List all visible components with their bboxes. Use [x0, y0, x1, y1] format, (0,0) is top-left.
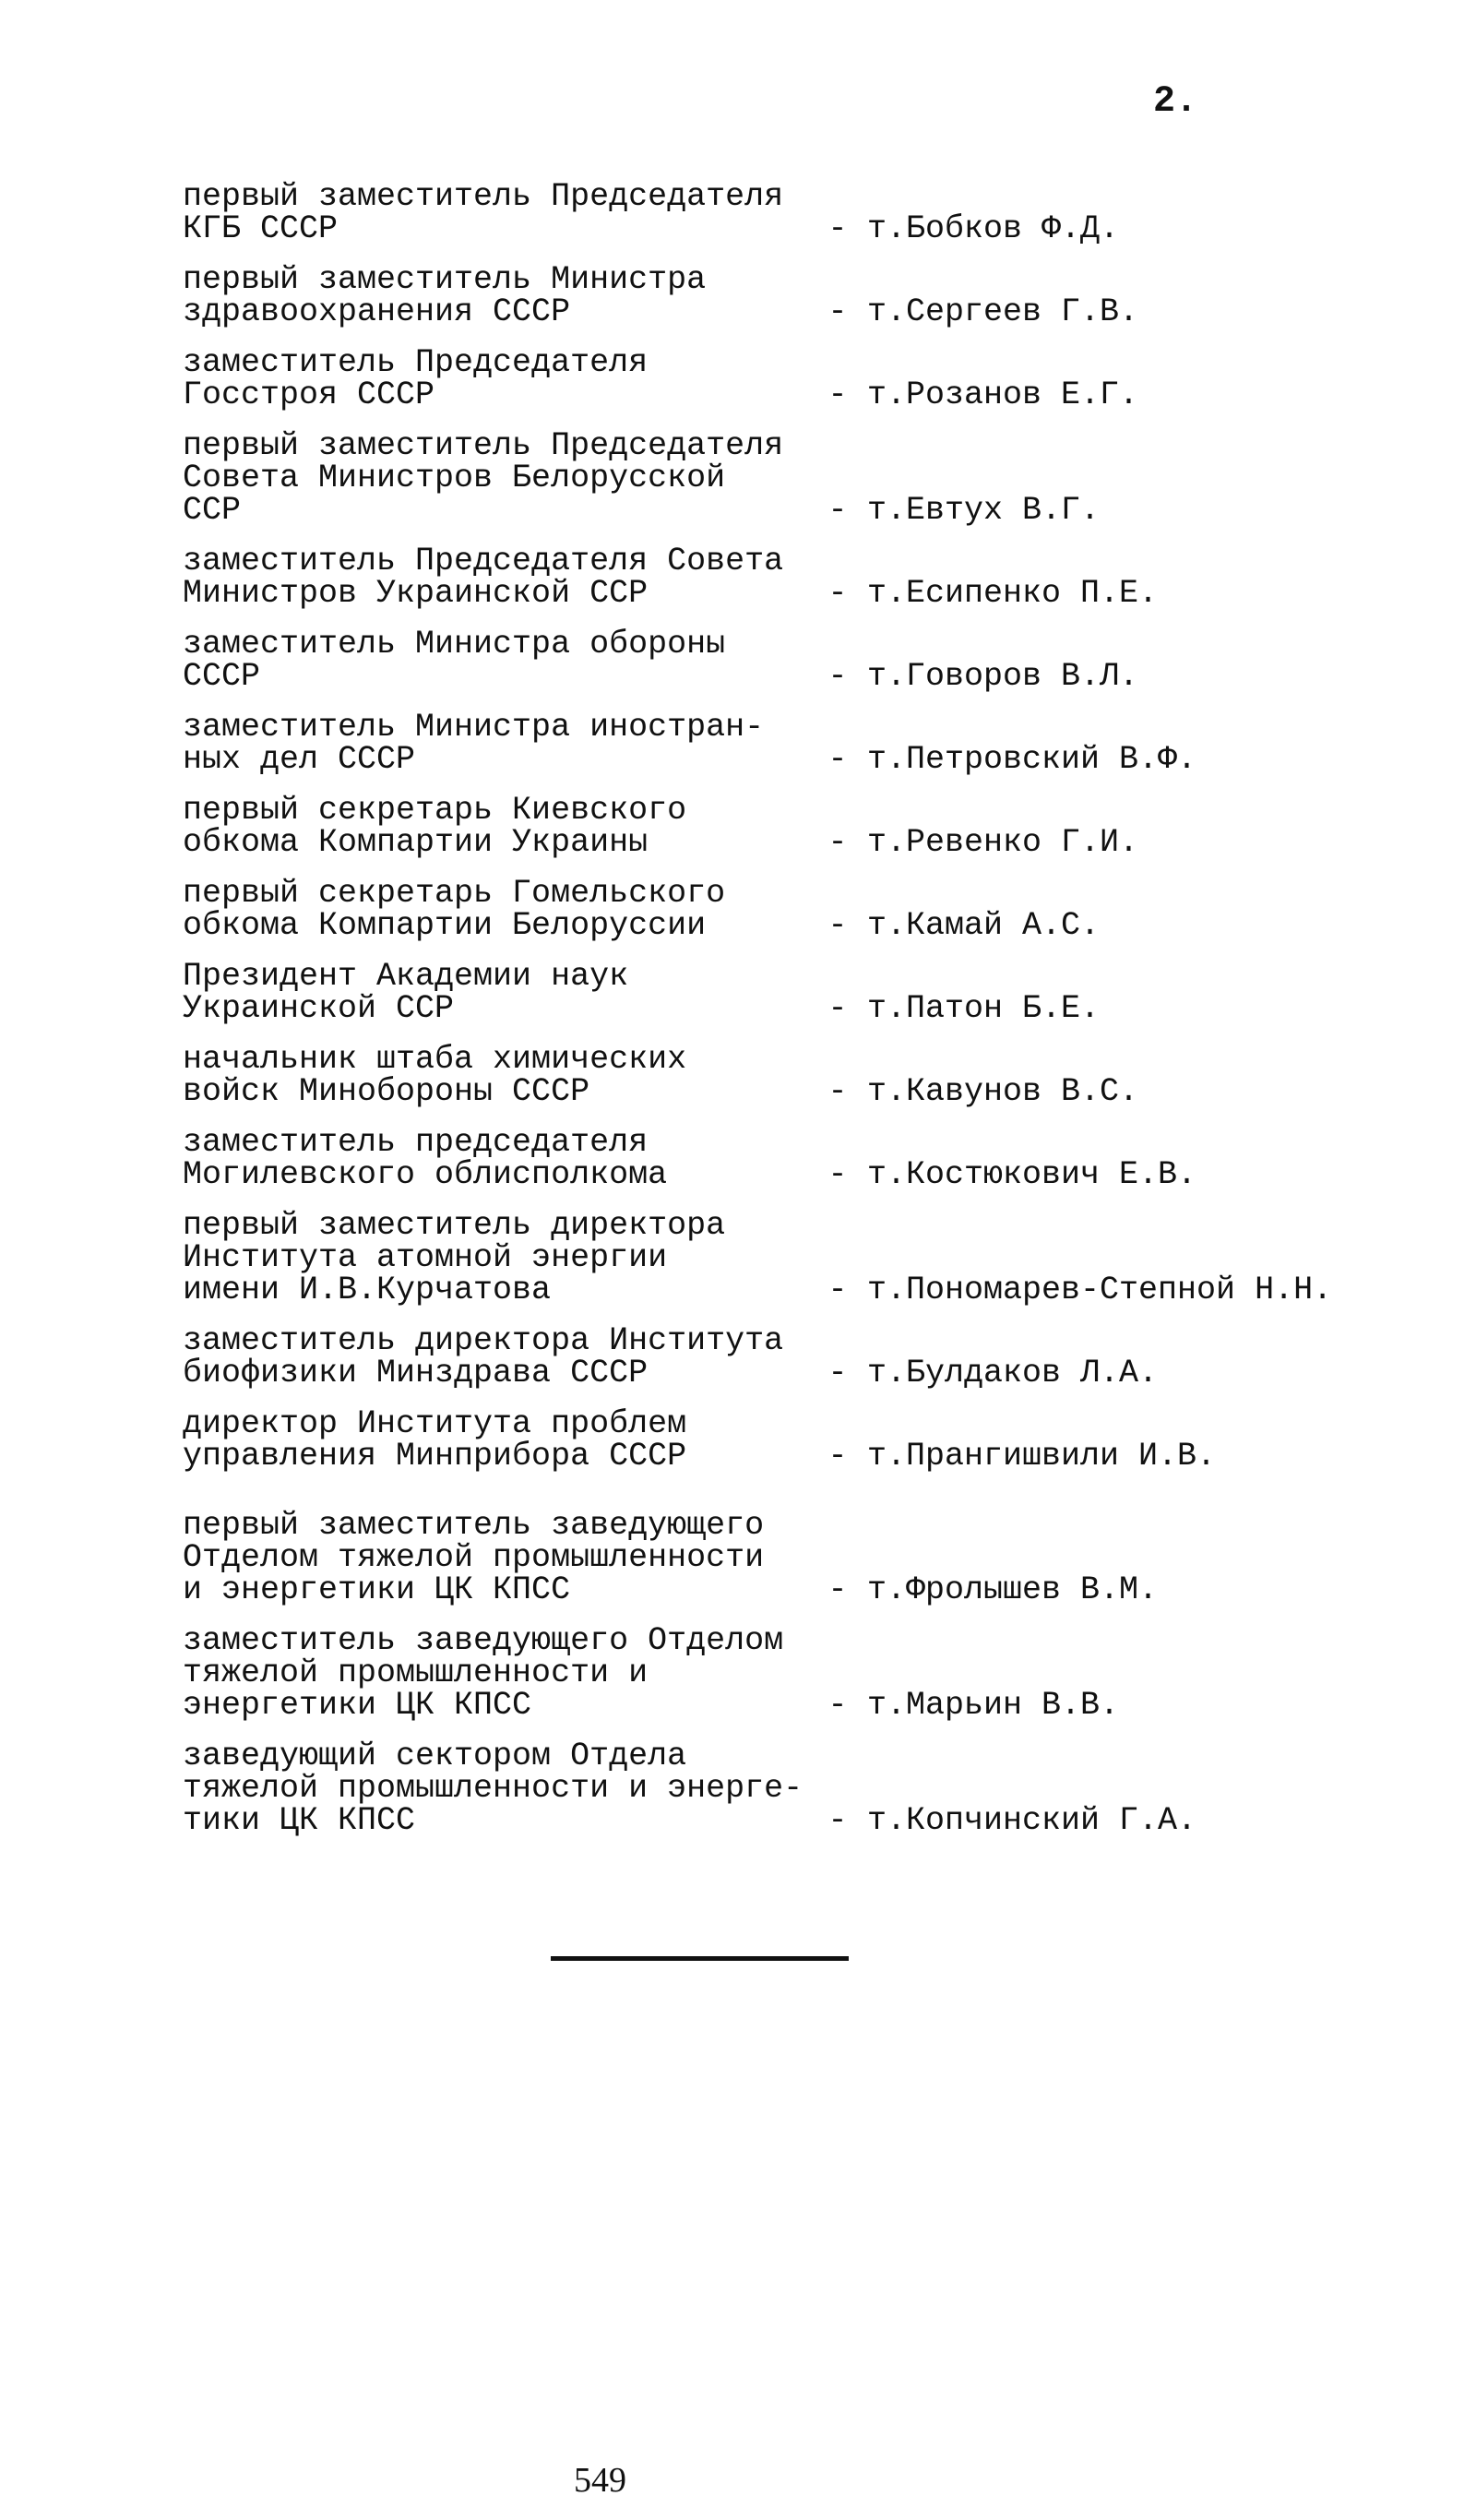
entry-dash: - [827, 1073, 848, 1110]
entry-dash: - [827, 376, 848, 413]
entry-dash: - [827, 658, 848, 695]
entry-name: т.Костюкович Е.В. [867, 1156, 1197, 1193]
entry-name: т.Прангишвили И.В. [867, 1438, 1217, 1475]
entry-name: т.Говоров В.Л. [867, 658, 1139, 695]
entry-position: первый заместитель Министра здравоохранения СССР [183, 261, 707, 330]
entry-name: т.Есипенко П.Е. [867, 575, 1159, 612]
list-item [183, 1041, 1456, 1110]
entry-name: т.Евтух В.Г. [867, 492, 1101, 529]
entry-name: т.Фролышев В.М. [867, 1571, 1159, 1608]
list-item [183, 875, 1456, 944]
entry-position: заместитель Председателя Совета Министров Украинской ССР [183, 543, 784, 612]
list-item [183, 261, 1456, 330]
entry-dash: - [827, 293, 848, 330]
entry-dash: - [827, 210, 848, 247]
entry-name: т.Копчинский Г.А. [867, 1802, 1197, 1839]
entry-position: заведующий сектором Отдела тяжелой промышленности и энерге- тики ЦК КПСС [183, 1738, 803, 1839]
list-item [183, 1322, 1456, 1391]
entry-dash: - [827, 1438, 848, 1475]
entry-position: директор Института проблем управления Минприбора СССР [183, 1405, 687, 1475]
footer-page-number: 549 [574, 2461, 626, 2500]
list-item [183, 427, 1456, 529]
list-item [183, 1622, 1456, 1724]
entry-dash: - [827, 990, 848, 1027]
entry-dash: - [827, 1272, 848, 1308]
list-item [183, 545, 1456, 610]
entry-name: т.Булдаков Л.А. [867, 1355, 1159, 1391]
entry-dash: - [827, 907, 848, 944]
list-item [183, 794, 1456, 859]
list-item [183, 711, 1456, 776]
entry-position: первый секретарь Киевского обкома Компартии Украины [183, 792, 687, 861]
attendee-list [183, 178, 1456, 1856]
entry-position: первый заместитель Председателя КГБ СССР [183, 178, 784, 247]
entry-position: заместитель директора Института биофизики Минздрава СССР [183, 1322, 784, 1391]
list-item [183, 628, 1456, 693]
entry-position: заместитель Министра иностран- ных дел СССР [183, 709, 765, 778]
entry-dash: - [827, 575, 848, 612]
list-item [183, 1740, 1456, 1837]
page-number: 2. [1153, 81, 1198, 123]
entry-position: первый заместитель заведующего Отделом тяжелой промышленности и энергетики ЦК КПСС [183, 1507, 765, 1608]
list-item [183, 344, 1456, 413]
list-item [183, 1405, 1456, 1475]
entry-name: т.Бобков Ф.Д. [867, 210, 1120, 247]
list-item [183, 1124, 1456, 1193]
entry-name: т.Ревенко Г.И. [867, 824, 1139, 861]
list-item [183, 178, 1456, 247]
entry-name: т.Патон Б.Е. [867, 990, 1101, 1027]
entry-name: т.Пономарев-Степной Н.Н. [867, 1272, 1333, 1308]
entry-dash: - [827, 741, 848, 778]
entry-position: заместитель председателя Могилевского облисполкома [183, 1124, 668, 1193]
list-item [183, 1507, 1456, 1608]
entry-position: заместитель заведующего Отделом тяжелой промышленности и энергетики ЦК КПСС [183, 1622, 784, 1724]
entry-name: т.Марьин В.В. [867, 1687, 1120, 1724]
entry-name: т.Розанов Е.Г. [867, 376, 1139, 413]
entry-dash: - [827, 1802, 848, 1839]
entry-position: первый секретарь Гомельского обкома Компартии Белоруссии [183, 875, 726, 944]
list-item [183, 1207, 1456, 1308]
entry-name: т.Сергеев Г.В. [867, 293, 1139, 330]
entry-name: т.Петровский В.Ф. [867, 741, 1197, 778]
entry-position: первый заместитель Председателя Совета Министров Белорусской ССР [183, 427, 784, 529]
entry-position: первый заместитель директора Института атомной энергии имени И.В.Курчатова [183, 1207, 726, 1308]
entry-dash: - [827, 824, 848, 861]
entry-dash: - [827, 1156, 848, 1193]
horizontal-rule [551, 1956, 849, 1961]
entry-position: заместитель Министра обороны СССР [183, 626, 726, 695]
entry-name: т.Кавунов В.С. [867, 1073, 1139, 1110]
entry-position: Президент Академии наук Украинской ССР [183, 958, 629, 1027]
list-item [183, 958, 1456, 1027]
entry-dash: - [827, 492, 848, 529]
entry-name: т.Камай А.С. [867, 907, 1101, 944]
entry-dash: - [827, 1571, 848, 1608]
entry-dash: - [827, 1687, 848, 1724]
entry-position: начальник штаба химических войск Минобороны СССР [183, 1041, 687, 1110]
entry-position: заместитель Председателя Госстроя СССР [183, 344, 649, 413]
entry-dash: - [827, 1355, 848, 1391]
